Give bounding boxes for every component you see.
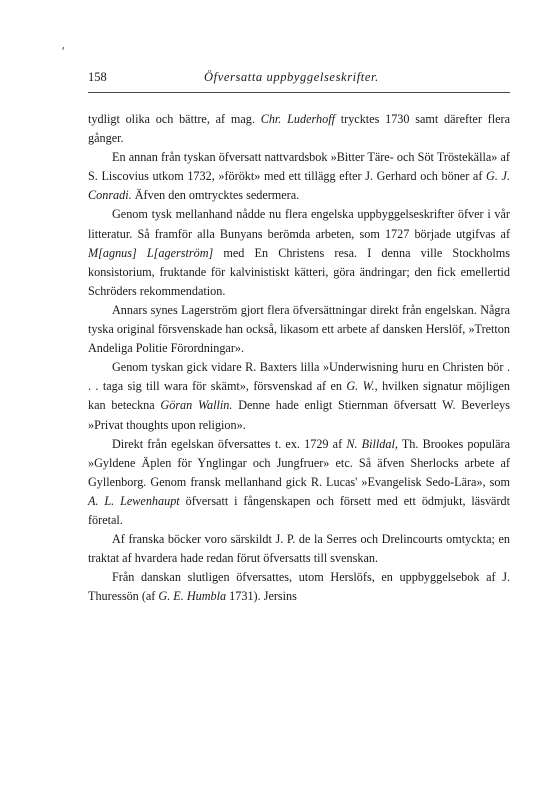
text-segment: Th. Brookes populära »Gyldene Äplen för Ynglingar och Jungfruer» etc. Så äfven Sherlocks arbete af Gyllenborg. Genom fransk mellanhand gick R. Lucas' »Evangelisk Sedo-Lära», som — [88, 436, 510, 489]
margin-mark: ʹ — [62, 44, 65, 58]
italic-text: N. Billdal, — [346, 436, 398, 451]
running-title: Öfversatta uppbyggelseskrifter. — [204, 70, 379, 84]
body-text — [88, 110, 510, 606]
italic-text: G. E. Humbla — [158, 589, 227, 604]
text-segment: Denne hade enligt Stiernman öfversatt W. Beverleys »Privat thoughts upon religion». — [88, 398, 510, 432]
text-segment: 1731). Jersins — [226, 589, 297, 604]
paragraph — [88, 205, 510, 300]
text-segment: öfversatt i fångenskapen och försett med ett ödmjukt, läsvärdt företal. — [88, 493, 510, 527]
italic-text: M[agnus] L[agerström] — [88, 245, 214, 260]
text-segment: Af franska böcker voro särskildt J. P. de la Serres och Drelincourts omtyckta; en traktat af hvardera hade redan förut öfversatts till svenskan. — [88, 532, 510, 566]
italic-text: Göran Wallin. — [160, 398, 233, 413]
page-header — [88, 70, 510, 88]
italic-text: G. W. — [346, 379, 375, 394]
text-segment: Från danskan slutligen öfversattes, utom Herslöfs, en uppbyggelsebok af J. Thuressön (af — [88, 570, 510, 604]
text-segment: , hvilken signatur möjligen kan beteckna — [88, 379, 510, 413]
paragraph — [88, 530, 510, 568]
paragraph — [88, 110, 510, 148]
paragraph — [88, 358, 510, 434]
text-segment: En annan från tyskan öfversatt nattvardsbok »Bitter Täre- och Söt Tröstekälla» af S. Liscovius utkom 1732, »förökt» med ett tillägg efter J. Gerhard och böner af — [88, 150, 510, 184]
paragraph — [88, 435, 510, 530]
text-segment: Direkt från egelskan öfversattes t. ex. 1729 af — [112, 436, 347, 451]
text-segment: tydligt olika och bättre, af mag. — [88, 112, 261, 126]
text-segment: Genom tyskan gick vidare R. Baxters lilla »Underwisning huru en Christen bör . . . taga sig till wara för skämt», försvenskad af en — [88, 360, 510, 394]
text-segment: Äfven den omtrycktes sedermera. — [131, 188, 300, 203]
italic-text: G. J. Conradi. — [88, 169, 510, 203]
page-number: 158 — [88, 70, 107, 84]
header-rule — [88, 92, 510, 93]
text-segment: trycktes 1730 samt därefter flera gånger. — [88, 112, 510, 146]
italic-text: A. L. Lewenhaupt — [88, 493, 180, 508]
text-segment: Genom tysk mellanhand nådde nu flera engelska uppbyggelseskrifter öfver i vår litteratur. Så framför alla Bunyans berömda arbeten, som 1727 började utgifvas af — [88, 207, 510, 241]
paragraph — [88, 568, 510, 606]
italic-text: Chr. Luderhoff — [260, 112, 335, 126]
text-segment: med En Christens resa. I denna ville Stockholms konsistorium, fruktande för kalvinistiskt kätteri, göra ändringar; den fick emellertid Schröders rekommendation. — [88, 245, 510, 298]
paragraph — [88, 148, 510, 205]
paragraph — [88, 301, 510, 358]
text-segment: Annars synes Lagerström gjort flera öfversättningar direkt från engelskan. Några tyska original försvenskade han också, likasom ett arbete af dansken Herslöf, »Tretton Andeliga Politie Förordningar». — [88, 302, 510, 356]
